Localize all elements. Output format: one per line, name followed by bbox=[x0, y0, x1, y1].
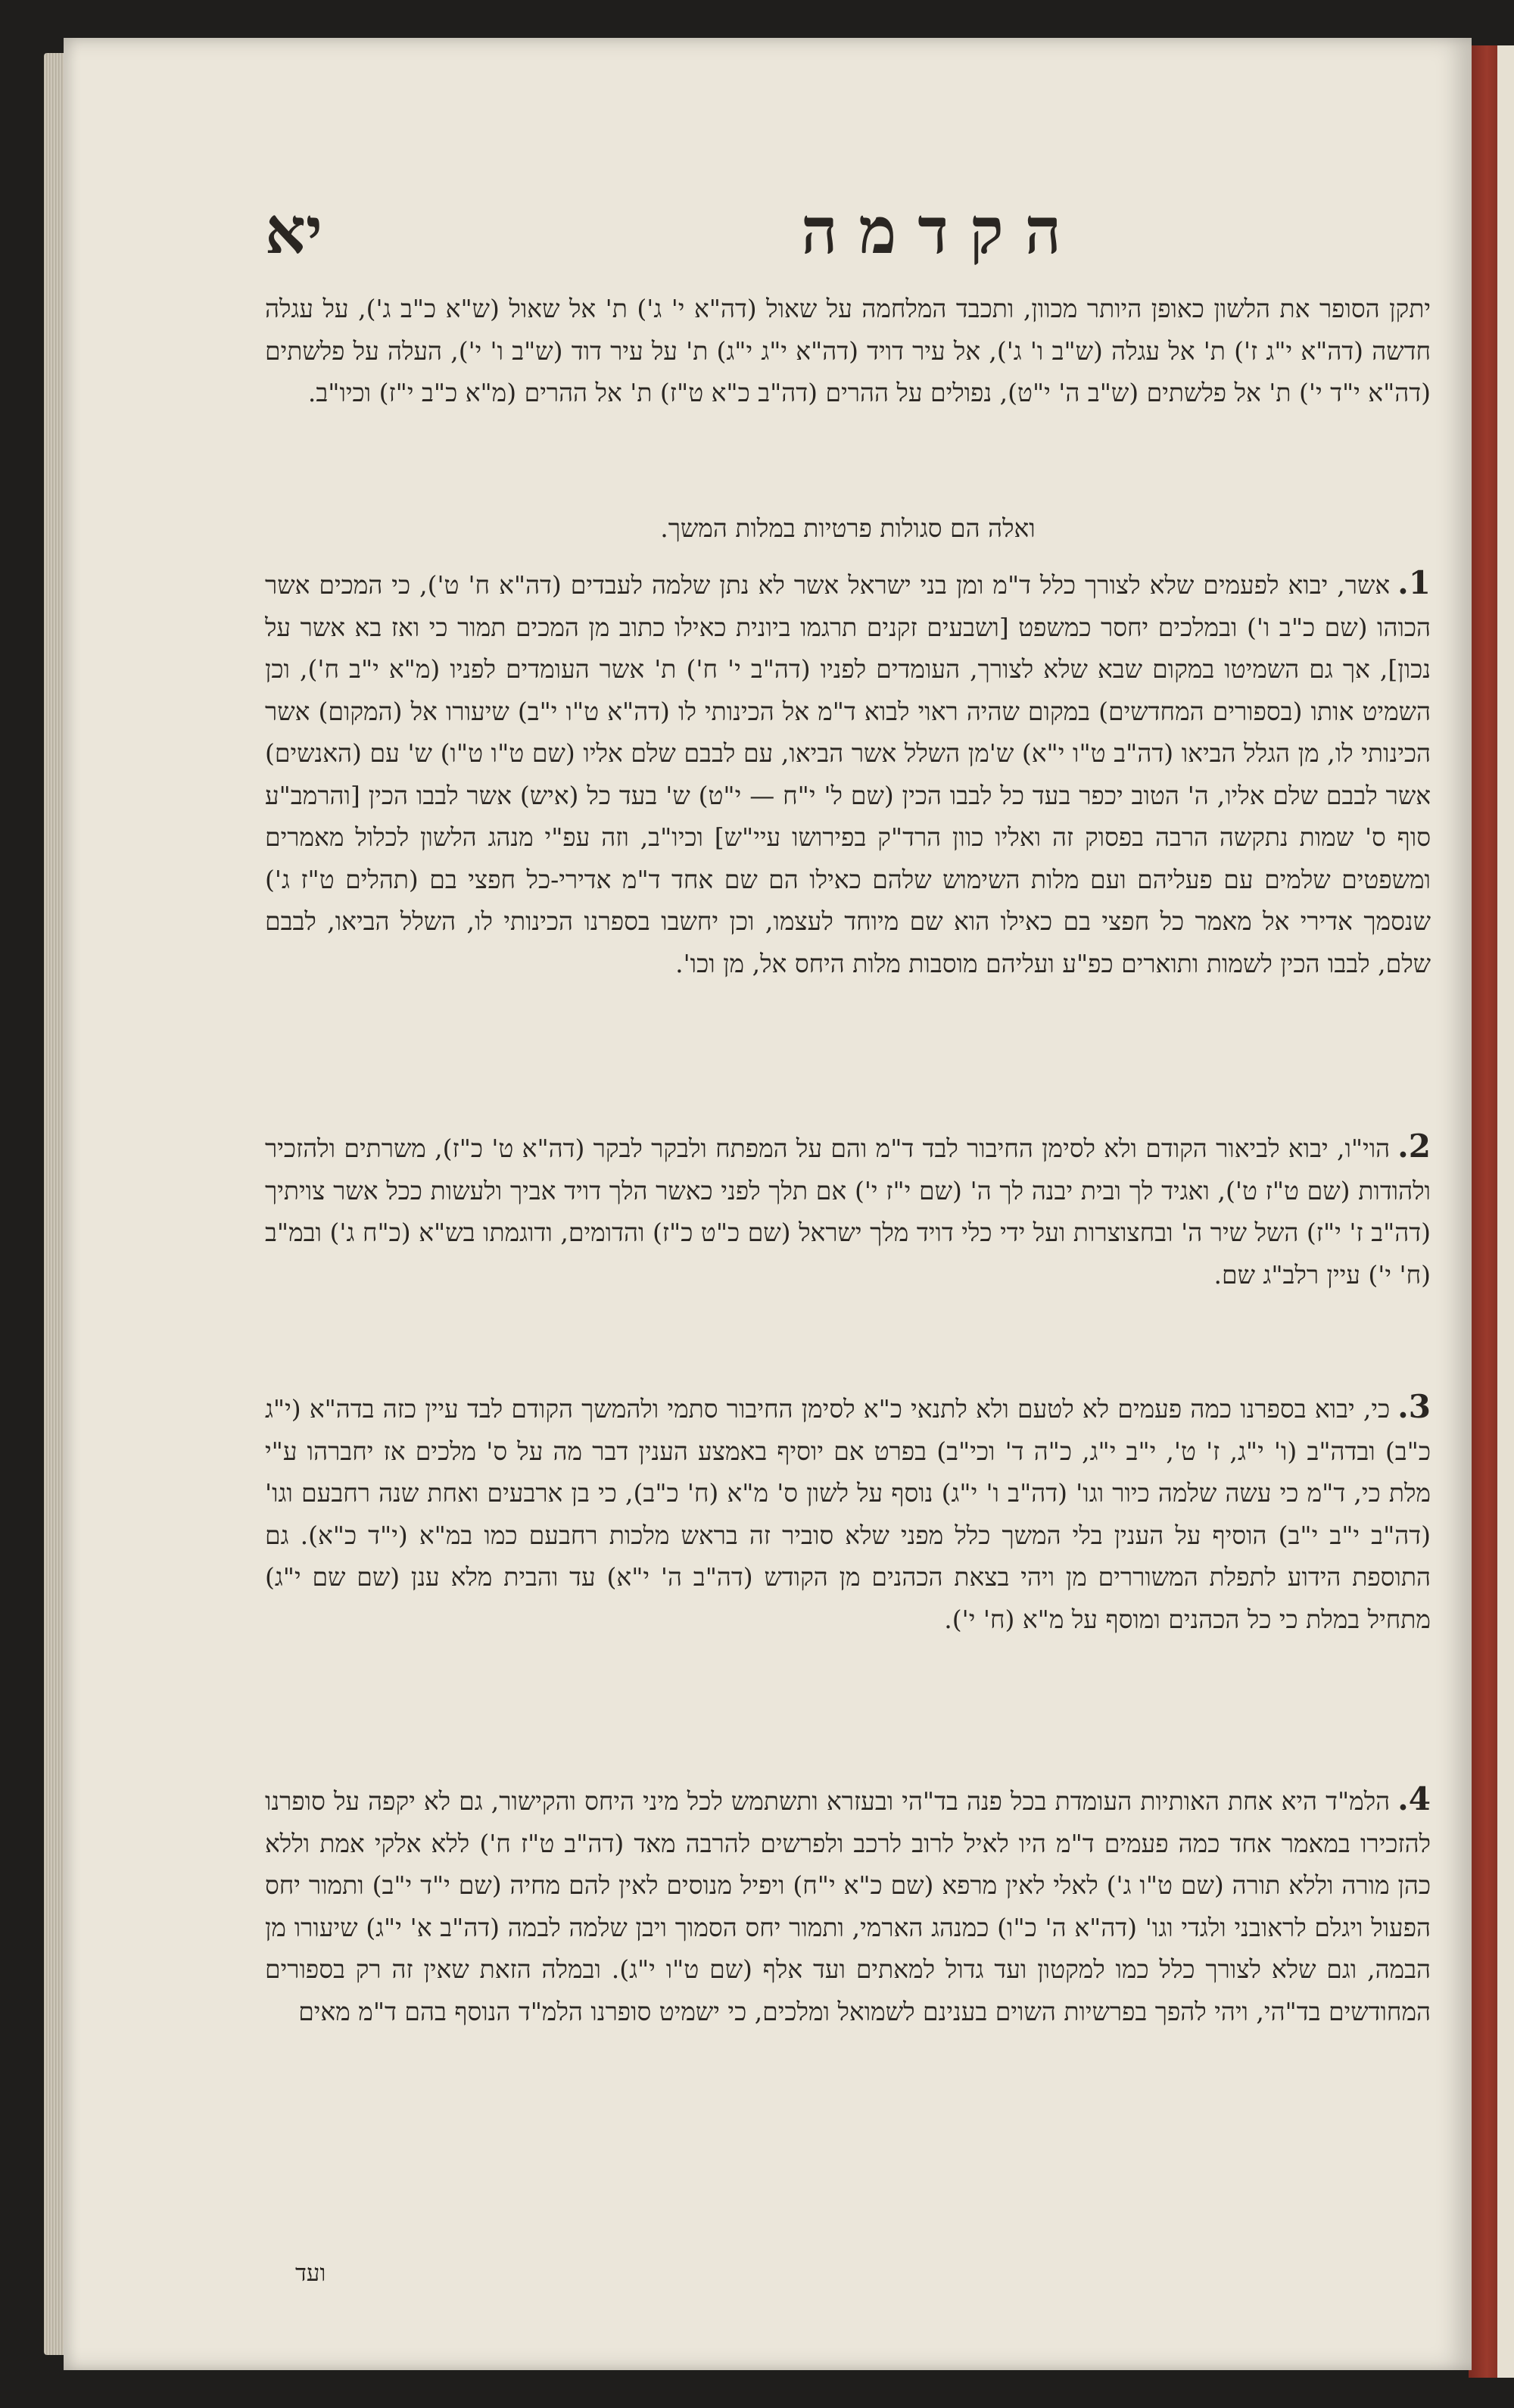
section-subheading: ואלה הם סגולות פרטיות במלות המשך. bbox=[660, 513, 1036, 543]
numbered-paragraph-4 bbox=[265, 1778, 1431, 2199]
paragraph-number: 3. bbox=[1397, 1388, 1431, 1425]
numbered-paragraph-1 bbox=[265, 562, 1431, 1109]
paragraph-text: הלמ"ד היא אחת האותיות העומדת בכל פנה בד"הי ובעזרא ותשתמש לכל מיני היחס והקישור, גם לא יקפה על סופרנו להזכירו במאמר אחד כמה פעמים ד"מ היו לאיל לרוב לרכב ולפרשים להרבה מאד (דה"ב ט"ז ח') ללא אלקי אמת וללא כהן מורה וללא תורה (שם ט"ו ג') לאלי לאין מרפא (שם כ"א י"ח) ויפיל מנוסים לאין להם מחיה (שם י"ד י"ב) ותמור יחס הפעול ויגלם לראובני ולגדי וגו' (דה"א ה' כ"ו) כמנהג הארמי, ותמור יחס הסמוך ויבן שלמה לבמה (דה"ב א' י"ג) שיעורו מן הבמה, וגם שלא לצורך כלל כמו למקטון ועד גדול למאתים ועד אלף (שם ט"ו י"ג). ובמלה הזאת שאין זה רק בספורים המחודשים בד"הי, ויהי להפך בפרשיות השוים בענינם לשמואל ומלכים, כי ישמיט סופרנו הלמ"ד הנוסף בהם ד"מ מאים bbox=[265, 1786, 1431, 2026]
numbered-paragraph-3 bbox=[265, 1386, 1431, 1761]
paragraph-text: הוי"ו, יבוא לביאור הקודם ולא לסימן החיבור לבד ד"מ והם על המפתח ולבקר לבקר (דה"א ט' כ"ז), משרתים ולהזכיר ולהודות (שם ט"ז ט'), ואגיד לך ובית יבנה לך ה' (שם י"ז י') אם תלך לפני כאשר הלך דויד אביך ולעשות ככל אשר צויתיך (דה"ב ז' י"ז) השל שיר ה' ובחצוצרות ועל ידי כלי דויד מלך ישראל (שם כ"ט כ"ז) והדומים, ודוגמתו בש"א (כ"ח ג') ובמ"ב (ח' י') עיין רלב"ג שם. bbox=[265, 1134, 1431, 1290]
paragraph-number: 1. bbox=[1397, 564, 1431, 601]
paragraph-text: אשר, יבוא לפעמים שלא לצורך כלל ד"מ ומן בני ישראל אשר לא נתן שלמה לעבדים (דה"א ח' ט'), כי המכים אשר הכוהו (שם כ"ב ו') ובמלכים יחסר כמשפט [ושבעים זקנים תרגמו ביונית כאילו כתוב מן המכים תמור כי ואז בא אשר על נכון], אך גם השמיטו במקום שבא שלא לצורך, העומדים לפניו (דה"ב י' ח') ת' אשר העומדים לפניו (מ"א י"ב ח'), וכן השמיט אותו (בספורים המחדשים) במקום שהיה ראוי לבוא ד"מ אל הכינותי לו (דה"א ט"ו י"ב) שיעורו אל (המקום) אשר הכינותי לו, מן הגלל הביאו (דה"ב ט"ו י"א) ש'מן השלל אשר הביאו, עם לבבם שלם אליו (שם ט"ו ט"ו) ש' עם (האנשים) אשר לבבם שלם אליו, ה' הטוב יכפר בעד כל לבבו הכין (שם ל' י"ח — י"ט) ש' בעד כל (איש) אשר לבבו הכין [והרמב"ע סוף ס' שמות נתקשה הרבה בפסוק זה ואליו כוון הרד"ק בפירושו עיי"ש] וכיו"ב, וזה עפ"י מנהג הלשון לכלול מאמרים ומשפטים שלמים עם פעליהם ועם מלות השימוש שלהם כאילו הם שם אחד ד"מ אדירי-כל חפצי בם (תהלים ט"ז ג') שנסמך אדירי אל מאמר כל חפצי בם כאילו הוא שם מיוחד לעצמו, וכן יחשבו בספרנו הכינותי לו, השלל הביאו, לבבם שלם, לבבו הכין לשמות ותוארים כפ"ע ועליהם מוסבות מלות היחס אל, מן וכו'. bbox=[265, 570, 1431, 978]
intro-paragraph: יתקן הסופר את הלשון כאופן היותר מכוון, ותכבד המלחמה על שאול (דה"א י' ג') ת' אל שאול (ש"א כ"ב ג'), על עגלה חדשה (דה"א י"ג ז') ת' אל עגלה (ש"ב ו' ג'), אל עיר דויד (דה"א י"ג י"ג) ת' על עיר דוד (ש"ב ו' י'), העלה על פלשתים (דה"א י"ד י') ת' אל פלשתים (ש"ב ה' י"ט), נפולים על ההרים (דה"ב כ"א ט"ז) ת' אל ההרים (מ"א כ"ב י"ז) וכיו"ב. bbox=[265, 294, 1431, 407]
numbered-paragraph-2 bbox=[265, 1125, 1431, 1369]
catchword: ועד bbox=[295, 2260, 326, 2287]
paragraph-number: 2. bbox=[1397, 1128, 1431, 1165]
page-header bbox=[265, 189, 1431, 288]
page-title: הקדמה bbox=[801, 193, 1083, 268]
page-number: יא bbox=[265, 193, 322, 268]
next-page-strip bbox=[1497, 45, 1514, 2378]
paragraph-text: כי, יבוא בספרנו כמה פעמים לא לטעם ולא לתנאי כ"א לסימן החיבור סתמי ולהמשך הקודם לבד עיין כזה בדה"א (י"ג כ"ב) ובדה"ב (ו' י"ג, ז' ט', י"ב י"ג, כ"ה ד' וכי"ב) בפרט אם יוסיף באמצע הענין דבר מה על ס' מלכים אז יחברהו ע"י מלת כי, ד"מ כי עשה שלמה כיור וגו' (דה"ב ו' י"ג) נוסף על לשון ס' מ"א (ח' כ"ב), כי בן ארבעים ואחת שנה רחבעם וגו' (דה"ב י"ב י"ב) הוסיף על הענין בלי המשך כלל מפני שלא סוביר זה בראש מלכות רחבעם כמו במ"א (י"ד כ"א). גם התוספת הידוע לתפלת המשוררים מן ויהי בצאת הכהנים מן הקודש (דה"ב ה' י"א) עד והבית מלא ענן (שם שם י"ג) מתחיל במלת כי כל הכהנים ומוסף על מ"א (ח' י'). bbox=[265, 1394, 1431, 1634]
paragraph-number: 4. bbox=[1397, 1780, 1431, 1817]
page-text-block bbox=[265, 189, 1431, 2287]
